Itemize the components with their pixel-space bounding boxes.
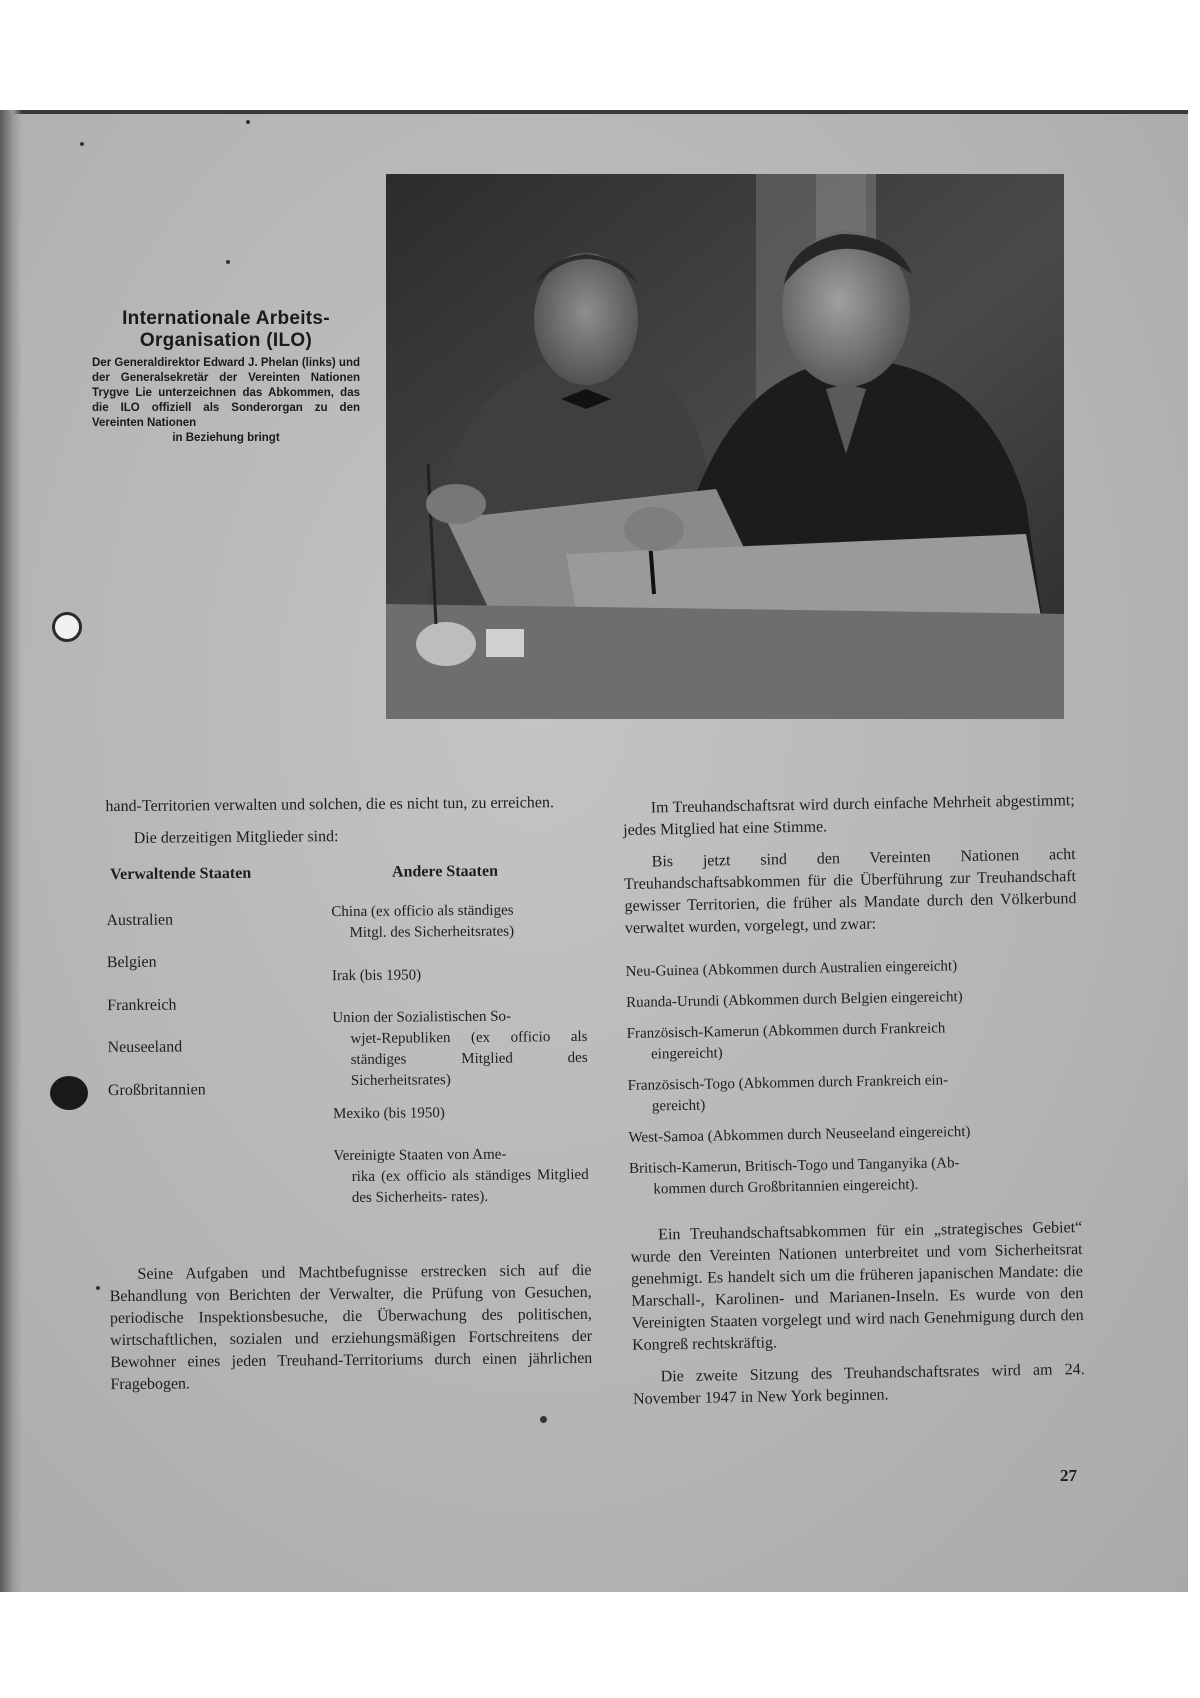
administering-states-header: Verwaltende Staaten	[109, 864, 252, 884]
other-state	[332, 964, 587, 987]
right-paragraph-1: Im Treuhandschaftsrat wird durch einfache Mehrheit abgestimmt; jedes Mitglied hat eine Stimme.	[623, 792, 1075, 839]
territory-continuation: gereicht)	[651, 1097, 706, 1115]
other-state-first-line: Irak (bis 1950)	[331, 967, 422, 985]
photo-caption	[92, 308, 360, 446]
dust-speck	[96, 1286, 100, 1290]
territory-item	[629, 1151, 1082, 1201]
territory-first-line: Neu-Guinea (Abkommen durch Australien eingereicht)	[625, 958, 958, 980]
territory-first-line: Ruanda-Urundi (Abkommen durch Belgien eingereicht)	[626, 989, 963, 1011]
other-state-continuation: wjet-Republiken (ex officio als ständiges Mitglied des Sicherheitsrates)	[350, 1028, 588, 1089]
right-paragraph-3: Ein Treuhandschaftsabkommen für ein „strategisches Gebiet“ wurde den Vereinten Nationen unterbreitet und vom Sicherheitsrat genehmigt. Es handelt sich um die früheren japanischen Mandate: die Marschall-, Karolinen- und Marianen-Inseln. Es wurde von den Vereinigten Staaten vorgelegt und wird nach Genehmigung durch den Kongreß rechtskräftig.	[630, 1219, 1084, 1354]
caption-title-line2: Organisation (ILO)	[139, 330, 313, 351]
other-state-first-line: Mexiko (bis 1950)	[333, 1105, 445, 1123]
other-state-first-line: Vereinigte Staaten von Ame-	[333, 1146, 507, 1165]
left-column	[105, 792, 592, 1406]
other-state-first-line: China (ex officio als ständiges	[331, 902, 514, 921]
territory-item	[627, 1068, 1080, 1118]
dust-speck	[540, 1416, 547, 1423]
other-states-header: Andere Staaten	[391, 862, 499, 881]
right-column	[623, 790, 1086, 1421]
right-paragraph-2: Bis jetzt sind den Vereinten Nationen acht Treuhandschaftsabkommen für die Überführung zur Treuhandschaft gewisser Territorien, die früher als Mandate durch den Völkerbund verwaltet wurden, vorgelegt, und zwar:	[623, 846, 1077, 937]
other-state-continuation	[332, 985, 587, 987]
territory-first-line: Französisch-Togo (Abkommen durch Frankreich ein-	[627, 1072, 949, 1094]
administering-state: Belgien	[106, 953, 157, 972]
page-number: 27	[1060, 1466, 1077, 1485]
other-state-first-line: Union der Sozialistischen So-	[332, 1008, 512, 1027]
dust-speck	[246, 120, 250, 124]
left-paragraph-3: Seine Aufgaben und Machtbefugnisse erstrecken sich auf die Behandlung von Berichten der Verwalter, die Prüfung von Gesuchen, periodische Inspektionsbesuche, die Überwachung des politischen, wirtschaftlichen, sozialen und erziehungsmäßigen Fortschreitens der Bewohner eines jeden Treuhand-Territoriums durch einen jährlichen Fragebogen.	[109, 1261, 593, 1394]
administering-state: Großbritannien	[107, 1081, 206, 1100]
other-state	[331, 900, 586, 944]
other-state	[332, 1006, 588, 1092]
territory-first-line: Britisch-Kamerun, Britisch-Togo und Tanganyika (Ab-	[628, 1155, 960, 1177]
signing-photo	[386, 174, 1064, 719]
other-state-continuation: Mitgl. des Sicherheitsrates)	[349, 923, 515, 941]
right-paragraph-4: Die zweite Sitzung des Treuhandschaftsrates wird am 24. November 1947 in New York beginnen.	[632, 1361, 1085, 1408]
territory-item	[626, 985, 1078, 1014]
administering-state: Australien	[106, 911, 174, 930]
territory-first-line: West-Samoa (Abkommen durch Neuseeland eingereicht)	[628, 1123, 971, 1146]
administering-state: Neuseeland	[107, 1038, 183, 1057]
scan-left-edge	[0, 110, 22, 1592]
caption-body	[92, 356, 360, 446]
territory-item	[627, 1016, 1080, 1066]
administering-state: Frankreich	[107, 996, 177, 1015]
left-paragraph-2: Die derzeitigen Mitglieder sind:	[133, 828, 339, 847]
punch-hole	[52, 612, 82, 642]
territory-continuation: kommen durch Großbritannien eingereicht).	[653, 1176, 919, 1198]
scan-top-edge	[0, 110, 1188, 114]
other-state	[333, 1102, 588, 1125]
territory-continuation: eingereicht)	[650, 1045, 723, 1063]
other-state-continuation	[333, 1123, 588, 1125]
territory-item	[628, 1120, 1080, 1149]
left-paragraph-1: hand-Territorien verwalten und solchen, die es nicht tun, zu erreichen.	[105, 794, 554, 816]
other-state	[333, 1144, 589, 1209]
member-table	[106, 860, 591, 1264]
caption-title-line1: Internationale Arbeits-	[122, 308, 330, 329]
scanned-page	[0, 110, 1188, 1592]
dust-speck	[226, 260, 230, 264]
territory-first-line: Französisch-Kamerun (Abkommen durch Frankreich	[626, 1020, 946, 1042]
caption-text-last: in Beziehung bringt	[172, 432, 280, 444]
dust-speck	[80, 142, 84, 146]
caption-text: Der Generaldirektor Edward J. Phelan (links) und der Generalsekretär der Vereinten Nationen Trygve Lie unterzeichnen das Abkommen, das die ILO offiziell als Sonderorgan zu den Vereinten Nationen	[92, 357, 360, 429]
other-state-continuation: rika (ex officio als ständiges Mitglied des Sicherheits- rates).	[351, 1166, 589, 1206]
punch-hole	[50, 1076, 88, 1110]
